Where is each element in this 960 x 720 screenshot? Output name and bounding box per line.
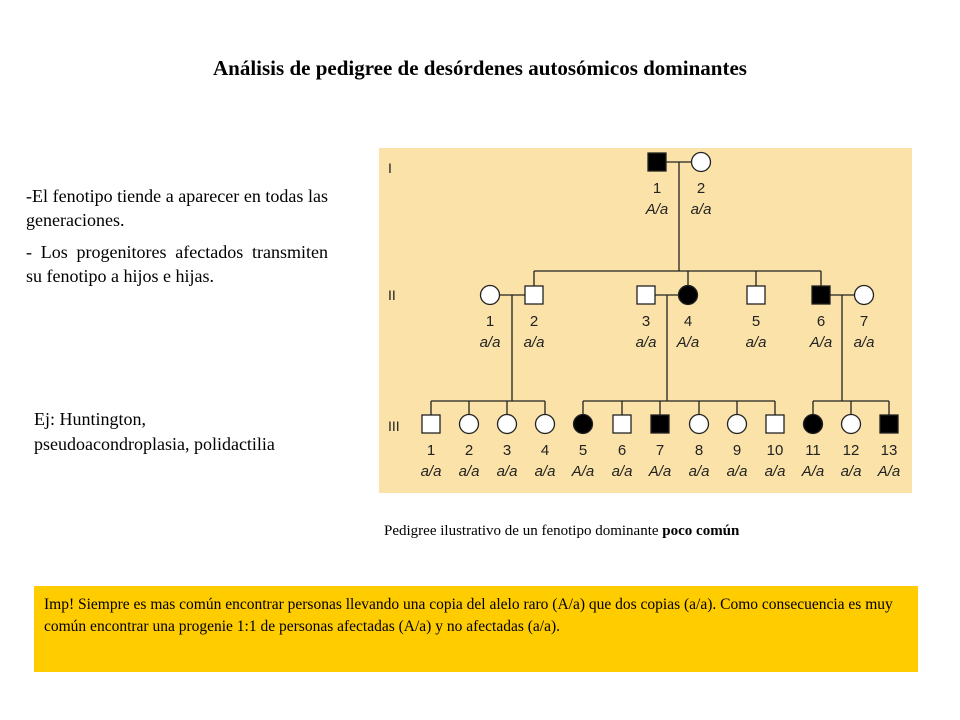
generation-label-iii: III	[388, 418, 400, 434]
genotype-label-iii-9: a/a	[726, 463, 748, 480]
genotype-label-ii-3: a/a	[635, 334, 657, 351]
female-symbol-iii-8	[690, 415, 709, 434]
genotype-label-iii-5: A/a	[571, 463, 595, 480]
individual-number-ii-2: 2	[529, 313, 539, 330]
male-symbol-iii-6	[613, 415, 631, 433]
individual-number-iii-6: 6	[617, 442, 627, 459]
individual-number-iii-12: 12	[842, 442, 860, 459]
genotype-label-iii-3: a/a	[496, 463, 518, 480]
caption-text: Pedigree ilustrativo de un fenotipo dominante	[384, 523, 663, 539]
caption-bold: poco común	[662, 523, 740, 539]
male-symbol-iii-1	[422, 415, 440, 433]
individual-number-iii-3: 3	[502, 442, 512, 459]
genotype-label-ii-1: a/a	[479, 334, 501, 351]
individual-number-i-1: 1	[652, 180, 662, 197]
individual-number-iii-1: 1	[426, 442, 436, 459]
genotype-label-iii-1: a/a	[420, 463, 442, 480]
female-symbol-iii-11	[804, 415, 823, 434]
female-symbol-ii-1	[481, 286, 500, 305]
female-symbol-i-2	[692, 153, 711, 172]
female-symbol-ii-4	[679, 286, 698, 305]
individual-number-iii-10: 10	[766, 442, 784, 459]
individual-number-iii-2: 2	[464, 442, 474, 459]
genotype-label-ii-2: a/a	[523, 334, 545, 351]
genotype-label-iii-13: A/a	[877, 463, 901, 480]
female-symbol-iii-9	[728, 415, 747, 434]
individual-number-iii-8: 8	[694, 442, 704, 459]
genotype-label-iii-6: a/a	[611, 463, 633, 480]
female-symbol-ii-7	[855, 286, 874, 305]
individual-number-iii-9: 9	[732, 442, 742, 459]
pedigree-chart	[379, 148, 912, 493]
individual-number-iii-13: 13	[880, 442, 898, 459]
individual-number-ii-5: 5	[751, 313, 761, 330]
genotype-label-ii-7: a/a	[853, 334, 875, 351]
page-title: Análisis de pedigree de desórdenes autosómicos dominantes	[213, 56, 747, 80]
pedigree-svg	[379, 148, 912, 493]
individual-number-iii-4: 4	[540, 442, 550, 459]
example-text: Ej: Huntington, pseudoacondroplasia, polidactilia	[34, 409, 275, 454]
bullet-list	[26, 184, 328, 296]
important-note: Imp! Siempre es mas común encontrar personas llevando una copia del alelo raro (A/a) que dos copias (a/a). Como consecuencia es muy común encontrar una progenie 1:1 de personas afectadas (A/a) y no afectadas (a/a).	[34, 586, 918, 672]
individual-number-ii-4: 4	[683, 313, 693, 330]
genotype-label-iii-12: a/a	[840, 463, 862, 480]
genotype-label-iii-11: A/a	[801, 463, 825, 480]
figure-caption	[384, 523, 739, 540]
male-symbol-ii-3	[637, 286, 655, 304]
genotype-label-ii-4: A/a	[676, 334, 700, 351]
male-symbol-iii-7	[651, 415, 669, 433]
female-symbol-iii-4	[536, 415, 555, 434]
genotype-label-i-1: A/a	[645, 201, 669, 218]
individual-number-iii-7: 7	[655, 442, 665, 459]
genotype-label-ii-5: a/a	[745, 334, 767, 351]
bullet-item-1: -El fenotipo tiende a aparecer en todas las generaciones.	[26, 186, 328, 230]
male-symbol-ii-2	[525, 286, 543, 304]
individual-number-iii-5: 5	[578, 442, 588, 459]
female-symbol-iii-3	[498, 415, 517, 434]
female-symbol-iii-5	[574, 415, 593, 434]
individual-number-i-2: 2	[696, 180, 706, 197]
generation-label-ii: II	[388, 287, 396, 303]
male-symbol-iii-13	[880, 415, 898, 433]
female-symbol-iii-12	[842, 415, 861, 434]
male-symbol-ii-6	[812, 286, 830, 304]
individual-number-ii-7: 7	[859, 313, 869, 330]
bullet-item-2: - Los progenitores afectados transmiten su fenotipo a hijos e hijas.	[26, 242, 328, 286]
individual-number-iii-11: 11	[805, 442, 821, 459]
genotype-label-iii-4: a/a	[534, 463, 556, 480]
male-symbol-iii-10	[766, 415, 784, 433]
individual-number-ii-3: 3	[641, 313, 651, 330]
individual-number-ii-1: 1	[485, 313, 495, 330]
individual-number-ii-6: 6	[816, 313, 826, 330]
genotype-label-ii-6: A/a	[809, 334, 833, 351]
genotype-label-iii-7: A/a	[648, 463, 672, 480]
male-symbol-ii-5	[747, 286, 765, 304]
male-symbol-i-1	[648, 153, 666, 171]
generation-label-i: I	[388, 160, 392, 176]
genotype-label-i-2: a/a	[690, 201, 712, 218]
genotype-label-iii-8: a/a	[688, 463, 710, 480]
female-symbol-iii-2	[460, 415, 479, 434]
genotype-label-iii-2: a/a	[458, 463, 480, 480]
genotype-label-iii-10: a/a	[764, 463, 786, 480]
